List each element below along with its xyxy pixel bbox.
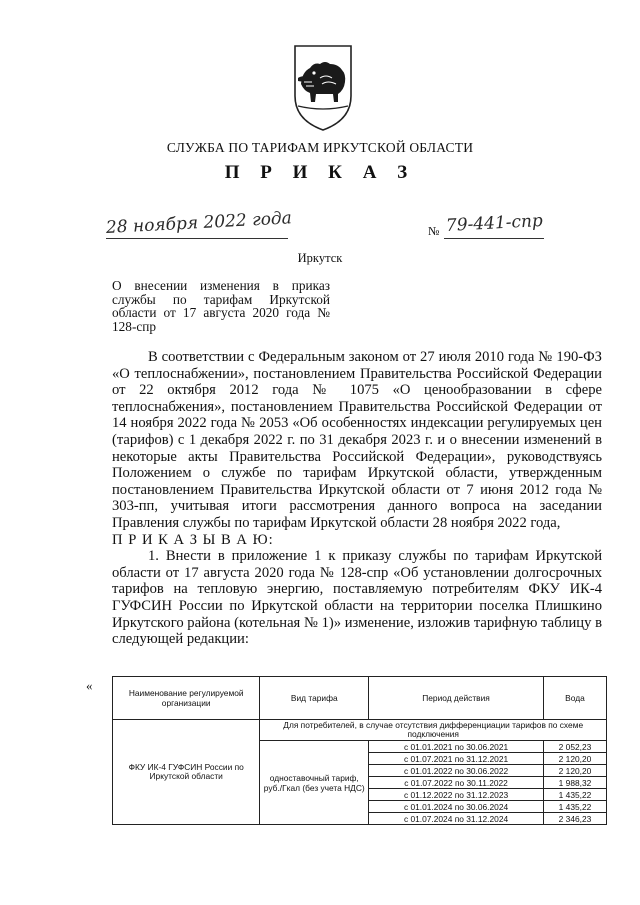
period-cell: с 01.07.2024 по 31.12.2024 (369, 813, 544, 825)
value-cell: 1 988,32 (543, 777, 606, 789)
order-body (112, 349, 602, 648)
preamble-paragraph: В соответствии с Федеральным законом от 27 июля 2010 года № 190-ФЗ «О теплоснабжении», постановлением Правительства Российской Федерации от 22 октября 2012 года № 1075 «О ценообразовании в сфере теплоснабжения», постановлением Правительства Российской Федерации от 14 ноября 2022 года № 2053 «Об особенностях индексации регулируемых цен (тарифов) с 1 декабря 2022 г. по 31 декабря 2023 г. и о внесении изменений в некоторые акты Правительства Российской Федерации», руководствуясь Положением о службе по тарифам Иркутской области, утвержденным постановлением Правительства Иркутской области от 7 июня 2012 года № 303-пп, учитывая итоги рассмотрения данного вопроса на заседании Правления службы по тарифам Иркутской области 28 ноября 2022 года, (112, 349, 602, 531)
period-cell: с 01.01.2024 по 30.06.2024 (369, 801, 544, 813)
consumer-group-row (113, 720, 607, 741)
organization-name: СЛУЖБА ПО ТАРИФАМ ИРКУТСКОЙ ОБЛАСТИ (166, 140, 474, 155)
value-cell: 2 120,20 (543, 753, 606, 765)
document-title: П Р И К А З (224, 162, 416, 183)
consumer-group-label: Для потребителей, в случае отсутствия дифференциации тарифов по схеме подключения (260, 720, 607, 741)
item-1-paragraph: 1. Внести в приложение 1 к приказу службы по тарифам Иркутской области от 17 августа 2020 года № 128-спр «Об установлении долгосрочных тарифов на тепловую энергию, поставляемую потребителям ФКУ ИК-4 ГУФСИН России по Иркутской области на территории поселка Плишкино Иркутского района (котельная № 1)» изменение, изложив тарифную таблицу в следующей редакции: (112, 548, 602, 648)
handwritten-order-number: 79-441-спр (445, 210, 544, 236)
tariff-table (112, 676, 607, 825)
opening-quote-mark: « (86, 678, 93, 693)
period-cell: с 01.01.2022 по 30.06.2022 (369, 765, 544, 777)
number-sign: № (428, 224, 440, 238)
header-org: Наименование регулируемой организации (113, 677, 260, 720)
value-cell: 1 435,22 (543, 789, 606, 801)
header-period: Период действия (369, 677, 544, 720)
header-water: Вода (543, 677, 606, 720)
handwritten-date: 28 ноября 2022 года (105, 208, 293, 238)
org-cell: ФКУ ИК-4 ГУФСИН России по Иркутской области (113, 720, 260, 825)
period-cell: с 01.07.2022 по 30.11.2022 (369, 777, 544, 789)
period-cell: с 01.07.2021 по 31.12.2021 (369, 753, 544, 765)
table-header-row (113, 677, 607, 720)
header-tariff-type: Вид тарифа (260, 677, 369, 720)
period-cell: с 01.12.2022 по 31.12.2023 (369, 789, 544, 801)
value-cell: 2 120,20 (543, 765, 606, 777)
value-cell: 2 346,23 (543, 813, 606, 825)
period-cell: с 01.01.2021 по 30.06.2021 (369, 741, 544, 753)
order-subject: О внесении изменения в приказ службы по тарифам Иркутской области от 17 августа 2020 года № 128-спр (112, 278, 330, 334)
irkutsk-coat-of-arms-emblem (292, 44, 354, 132)
number-underline (444, 238, 544, 239)
value-cell: 2 052,23 (543, 741, 606, 753)
city-name: Иркутск (297, 251, 343, 265)
tariff-type-cell: одноставочный тариф, руб./Гкал (без учета НДС) (260, 741, 369, 825)
date-underline (106, 238, 288, 239)
value-cell: 1 435,22 (543, 801, 606, 813)
order-word: П Р И К А З Ы В А Ю: (112, 531, 274, 548)
